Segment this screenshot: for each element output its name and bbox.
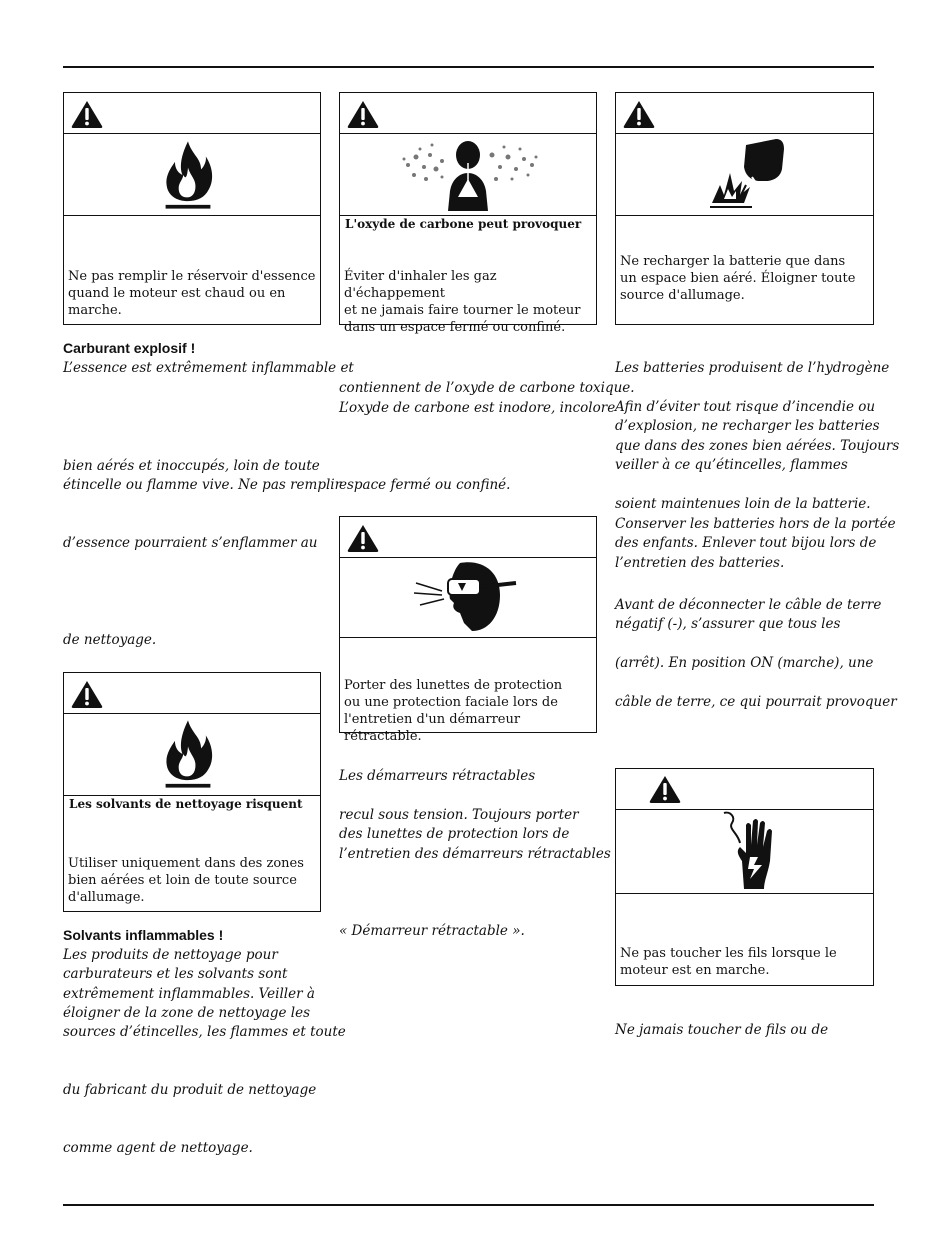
warning-triangle-icon [622,99,656,129]
fuel-warning-text: Ne pas remplir le réservoir d'essence quand le moteur est chaud ou en marche. [68,269,316,318]
co-text-line: espace fermé ou confiné. [339,477,511,493]
flame-icon [160,137,216,213]
battery-text-line: (arrêt). En position ON (marche), une [615,655,874,671]
fuel-text-line: bien aérés et inoccupés, loin de toute [63,458,320,474]
battery-text-line: que dans des zones bien aérées. Toujours [615,438,900,454]
warning-header [616,93,873,134]
warning-triangle-icon [648,774,682,804]
recoil-starter-text-line: « Démarreur rétractable ». [339,923,525,939]
battery-text-line: l’entretien des batteries. [615,555,785,571]
shock-warning-text: Ne pas toucher les fils lorsque le moteur est en marche. [620,946,837,978]
explosion-pictogram [616,133,873,216]
battery-warning-box [615,92,874,325]
recoil-starter-text-line: recul sous tension. Toujours porter [339,807,579,823]
hand-shock-icon [720,811,780,891]
warning-header [616,769,873,810]
fuel-text-line: L’essence est extrêmement inflammable et [63,360,354,376]
fire-pictogram [64,133,320,216]
solvent-text-line: carburateurs et les solvants sont [63,966,288,982]
solvent-caption: Les solvants de nettoyage risquent [69,797,303,811]
warning-triangle-icon [346,523,380,553]
recoil-starter-text-line: l’entretien des démarreurs rétractables [339,846,611,862]
solvent-warning-box [63,672,321,912]
fire-pictogram [64,713,320,796]
battery-text-line: câble de terre, ce qui pourrait provoquer [615,694,897,710]
battery-warning-text: Ne recharger la batterie que dans un espace bien aéré. Éloigner toute source d'allumage. [620,254,856,303]
warning-header [340,517,596,558]
solvent-text-line: du fabricant du produit de nettoyage [63,1082,317,1098]
recoil-starter-text-line: Les démarreurs rétractables [339,768,536,784]
warning-header [64,93,320,134]
battery-text-line: Les batteries produisent de l’hydrogène [615,360,890,376]
battery-text-line: Afin d’éviter tout risque d’incendie ou [615,399,876,415]
battery-text-line: soient maintenues loin de la batterie. [615,496,871,512]
wire-text-line: Ne jamais toucher de fils ou de [615,1022,829,1038]
battery-text-line: veiller à ce qu’étincelles, flammes [615,457,848,473]
warning-triangle-icon [70,99,104,129]
fuel-warning-box [63,92,321,325]
co-caption: L'oxyde de carbone peut provoquer [345,217,582,231]
battery-text-line: des enfants. Enlever tout bijou lors de [615,535,877,551]
bottom-rule [63,1204,874,1206]
solvent-text-line: extrêmement inflammables. Veiller à [63,986,315,1002]
carbon-monoxide-warning-box [339,92,597,335]
electric-shock-warning-box [615,768,874,986]
goggles-warning-text: Porter des lunettes de protection ou une protection faciale lors de l'entretien d'un démarreur rétractable. [344,678,563,744]
solvent-text-line: comme agent de nettoyage. [63,1140,253,1156]
fuel-text-line: d’essence pourraient s’enflammer au [63,535,318,551]
battery-text-line: négatif (-), s’assurer que tous les [615,616,841,632]
battery-explosion-icon [706,137,790,213]
solvent-text-line: sources d’étincelles, les flammes et toute [63,1024,346,1040]
solvent-text-line: Les produits de nettoyage pour [63,947,278,963]
co-text-line: L’oxyde de carbone est inodore, incolore [339,400,616,416]
warning-triangle-icon [346,99,380,129]
battery-text-line: Conserver les batteries hors de la portée [615,516,896,532]
battery-text-line: Avant de déconnecter le câble de terre [615,597,882,613]
safety-goggles-icon [412,561,524,633]
top-rule [63,66,874,68]
breathing-person-icon [396,135,542,211]
solvent-warning-text: Utiliser uniquement dans des zones bien aérées et loin de toute source d'allumage. [68,856,304,905]
flammable-solvents-heading: Solvants inflammables ! [63,927,224,943]
flame-icon [160,715,216,793]
solvent-text-line: éloigner de la zone de nettoyage les [63,1005,311,1021]
eye-protection-warning-box [339,516,597,744]
battery-text-line: d’explosion, ne recharger les batteries [615,418,880,434]
warning-header [64,673,320,714]
warning-header [340,93,596,134]
goggles-pictogram [340,557,596,638]
fuel-text-line: étincelle ou flamme vive. Ne pas remplir [63,477,342,493]
recoil-starter-text-line: des lunettes de protection lors de [339,826,570,842]
shock-pictogram [616,809,873,894]
explosive-fuel-heading: Carburant explosif ! [63,340,196,356]
exhaust-pictogram [340,133,596,216]
co-text-line: contiennent de l’oxyde de carbone toxique. [339,380,635,396]
warning-triangle-icon [70,679,104,709]
co-warning-text: Éviter d'inhaler les gaz d'échappement et ne jamais faire tourner le moteur dans un espace fermé ou confiné. [344,269,581,335]
fuel-text-line: de nettoyage. [63,632,157,648]
